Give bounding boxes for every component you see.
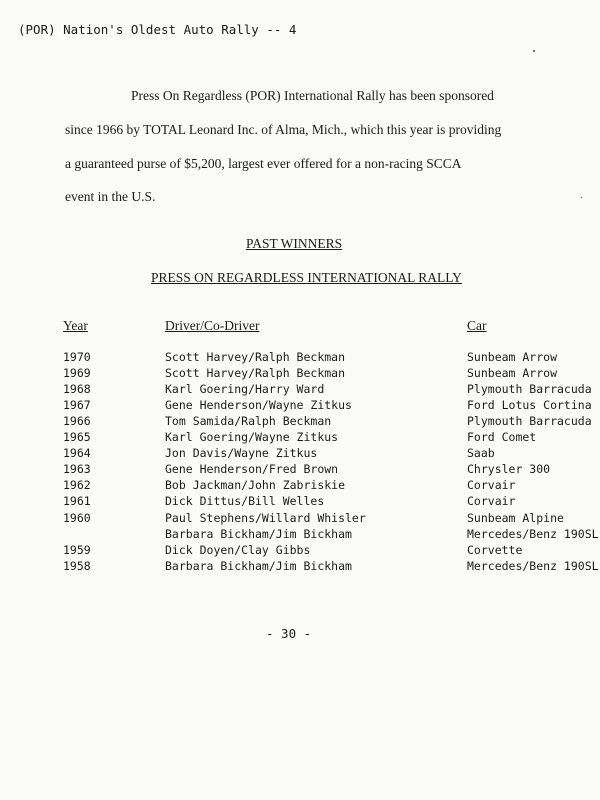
year-cell: 1964 xyxy=(63,446,91,460)
table-row xyxy=(0,494,600,510)
car-cell: Ford Comet xyxy=(467,430,537,444)
driver-cell: Barbara Bickham/Jim Bickham xyxy=(165,559,352,573)
car-cell: Sunbeam Alpine xyxy=(467,511,564,525)
driver-cell: Dick Dittus/Bill Welles xyxy=(165,494,325,508)
section-heading: PAST WINNERS xyxy=(246,236,343,251)
year-cell: 1959 xyxy=(63,543,91,557)
driver-cell: Bob Jackman/John Zabriskie xyxy=(165,478,346,492)
car-cell: Sunbeam Arrow xyxy=(467,350,558,364)
table-row xyxy=(0,446,600,462)
paper-speck xyxy=(581,197,582,198)
year-cell: 1965 xyxy=(63,430,91,444)
year-cell: 1970 xyxy=(63,350,91,364)
driver-cell: Karl Goering/Harry Ward xyxy=(165,382,325,396)
driver-cell: Scott Harvey/Ralph Beckman xyxy=(165,350,346,364)
table-row xyxy=(0,430,600,446)
car-cell: Chrysler 300 xyxy=(467,462,551,476)
driver-cell: Paul Stephens/Willard Whisler xyxy=(165,511,366,525)
driver-cell: Gene Henderson/Wayne Zitkus xyxy=(165,398,352,412)
table-row xyxy=(0,511,600,527)
driver-cell: Karl Goering/Wayne Zitkus xyxy=(165,430,339,444)
table-row xyxy=(0,350,600,366)
year-cell: 1963 xyxy=(63,462,91,476)
section-subheading: PRESS ON REGARDLESS INTERNATIONAL RALLY xyxy=(151,270,462,285)
table-row xyxy=(0,398,600,414)
table-row xyxy=(0,478,600,494)
table-row xyxy=(0,366,600,382)
table-row xyxy=(0,543,600,559)
table-row xyxy=(0,559,600,575)
year-cell: 1967 xyxy=(63,398,91,412)
table-row xyxy=(0,462,600,478)
year-cell: 1966 xyxy=(63,414,91,428)
car-cell: Mercedes/Benz 190SL xyxy=(467,527,599,541)
paragraph-line: event in the U.S. xyxy=(65,189,156,204)
column-header-car: Car xyxy=(467,318,487,333)
year-cell: 1960 xyxy=(63,511,91,525)
year-cell: 1968 xyxy=(63,382,91,396)
paragraph-line: Press On Regardless (POR) International Rally has been sponsored xyxy=(131,88,494,103)
year-cell: 1962 xyxy=(63,478,91,492)
year-cell: 1961 xyxy=(63,494,91,508)
column-header-year: Year xyxy=(63,318,88,333)
car-cell: Saab xyxy=(467,446,495,460)
car-cell: Ford Lotus Cortina xyxy=(467,398,592,412)
table-row xyxy=(0,414,600,430)
car-cell: Plymouth Barracuda xyxy=(467,414,592,428)
paragraph-line: since 1966 by TOTAL Leonard Inc. of Alma, Mich., which this year is providing xyxy=(65,122,502,137)
driver-cell: Jon Davis/Wayne Zitkus xyxy=(165,446,318,460)
table-row xyxy=(0,382,600,398)
car-cell: Mercedes/Benz 190SL xyxy=(467,559,599,573)
page-number: - 30 - xyxy=(266,626,312,641)
table-row xyxy=(0,527,600,543)
paragraph-line: a guaranteed purse of $5,200, largest ever offered for a non-racing SCCA xyxy=(65,156,462,171)
driver-cell: Gene Henderson/Fred Brown xyxy=(165,462,339,476)
paper-speck xyxy=(533,50,535,52)
car-cell: Corvette xyxy=(467,543,523,557)
car-cell: Plymouth Barracuda xyxy=(467,382,592,396)
driver-cell: Dick Doyen/Clay Gibbs xyxy=(165,543,311,557)
column-header-driver: Driver/Co-Driver xyxy=(165,318,260,333)
driver-cell: Tom Samida/Ralph Beckman xyxy=(165,414,332,428)
year-cell: 1958 xyxy=(63,559,91,573)
car-cell: Sunbeam Arrow xyxy=(467,366,558,380)
driver-cell: Scott Harvey/Ralph Beckman xyxy=(165,366,346,380)
year-cell: 1969 xyxy=(63,366,91,380)
driver-cell: Barbara Bickham/Jim Bickham xyxy=(165,527,352,541)
car-cell: Corvair xyxy=(467,478,516,492)
page-header: (POR) Nation's Oldest Auto Rally -- 4 xyxy=(18,22,297,37)
car-cell: Corvair xyxy=(467,494,516,508)
